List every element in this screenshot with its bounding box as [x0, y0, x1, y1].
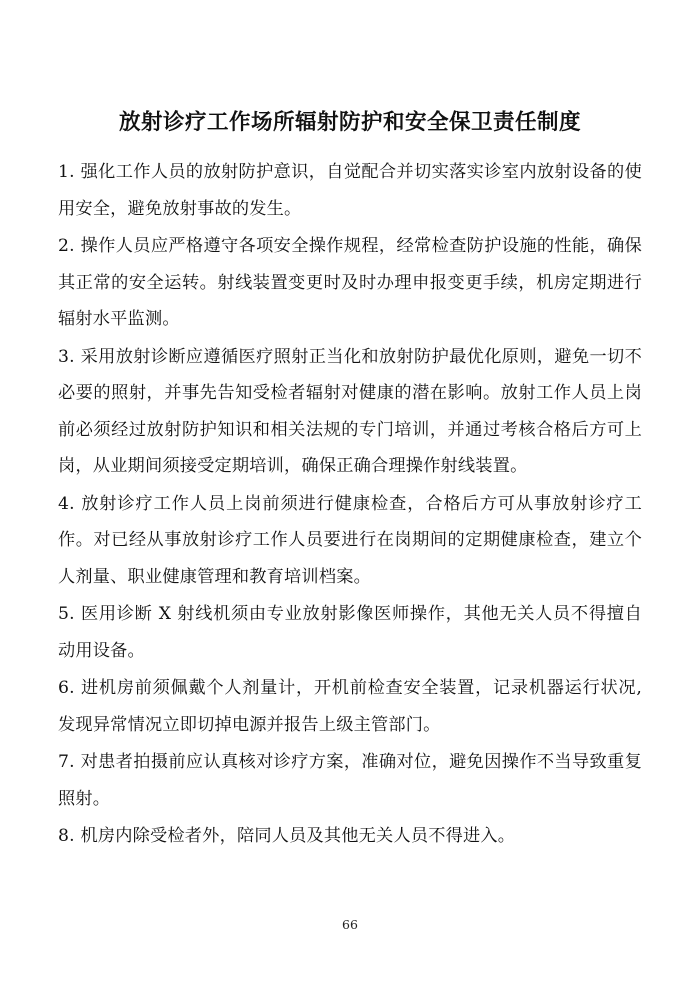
page-title: 放射诊疗工作场所辐射防护和安全保卫责任制度 — [118, 110, 581, 135]
paragraph-6: 6. 进机房前须佩戴个人剂量计，开机前检查安全装置，记录机器运行状况,发现异常情况立即切掉电源并报告上级主管部门。 — [58, 678, 642, 735]
paragraph-2: 2. 操作人员应严格遵守各项安全操作规程，经常检查防护设施的性能，确保其正常的安全运转。射线装置变更时及时办理申报变更手续，机房定期进行辐射水平监测。 — [58, 236, 642, 330]
paragraph-7: 7. 对患者拍摄前应认真核对诊疗方案，准确对位，避免因操作不当导致重复照射。 — [58, 752, 642, 809]
paragraph-5: 5. 医用诊断 X 射线机须由专业放射影像医师操作，其他无关人员不得擅自动用设备。 — [58, 604, 642, 661]
paragraph-8: 8. 机房内除受检者外，陪同人员及其他无关人员不得进入。 — [58, 826, 516, 847]
document-body — [58, 154, 642, 855]
paragraph-1: 1. 强化工作人员的放射防护意识，自觉配合并切实落实诊室内放射设备的使用安全，避免放射事故的发生。 — [58, 162, 642, 219]
page-number: 66 — [342, 917, 358, 932]
paragraph-3: 3. 采用放射诊断应遵循医疗照射正当化和放射防护最优化原则，避免一切不必要的照射，并事先告知受检者辐射对健康的潜在影响。放射工作人员上岗前必须经过放射防护知识和相关法规的专门培训，并通过考核合格后方可上岗，从业期间须接受定期培训，确保正确合理操作射线装置。 — [58, 346, 642, 477]
paragraph-4: 4. 放射诊疗工作人员上岗前须进行健康检查，合格后方可从事放射诊疗工作。对已经从事放射诊疗工作人员要进行在岗期间的定期健康检查，建立个人剂量、职业健康管理和教育培训档案。 — [58, 493, 642, 587]
